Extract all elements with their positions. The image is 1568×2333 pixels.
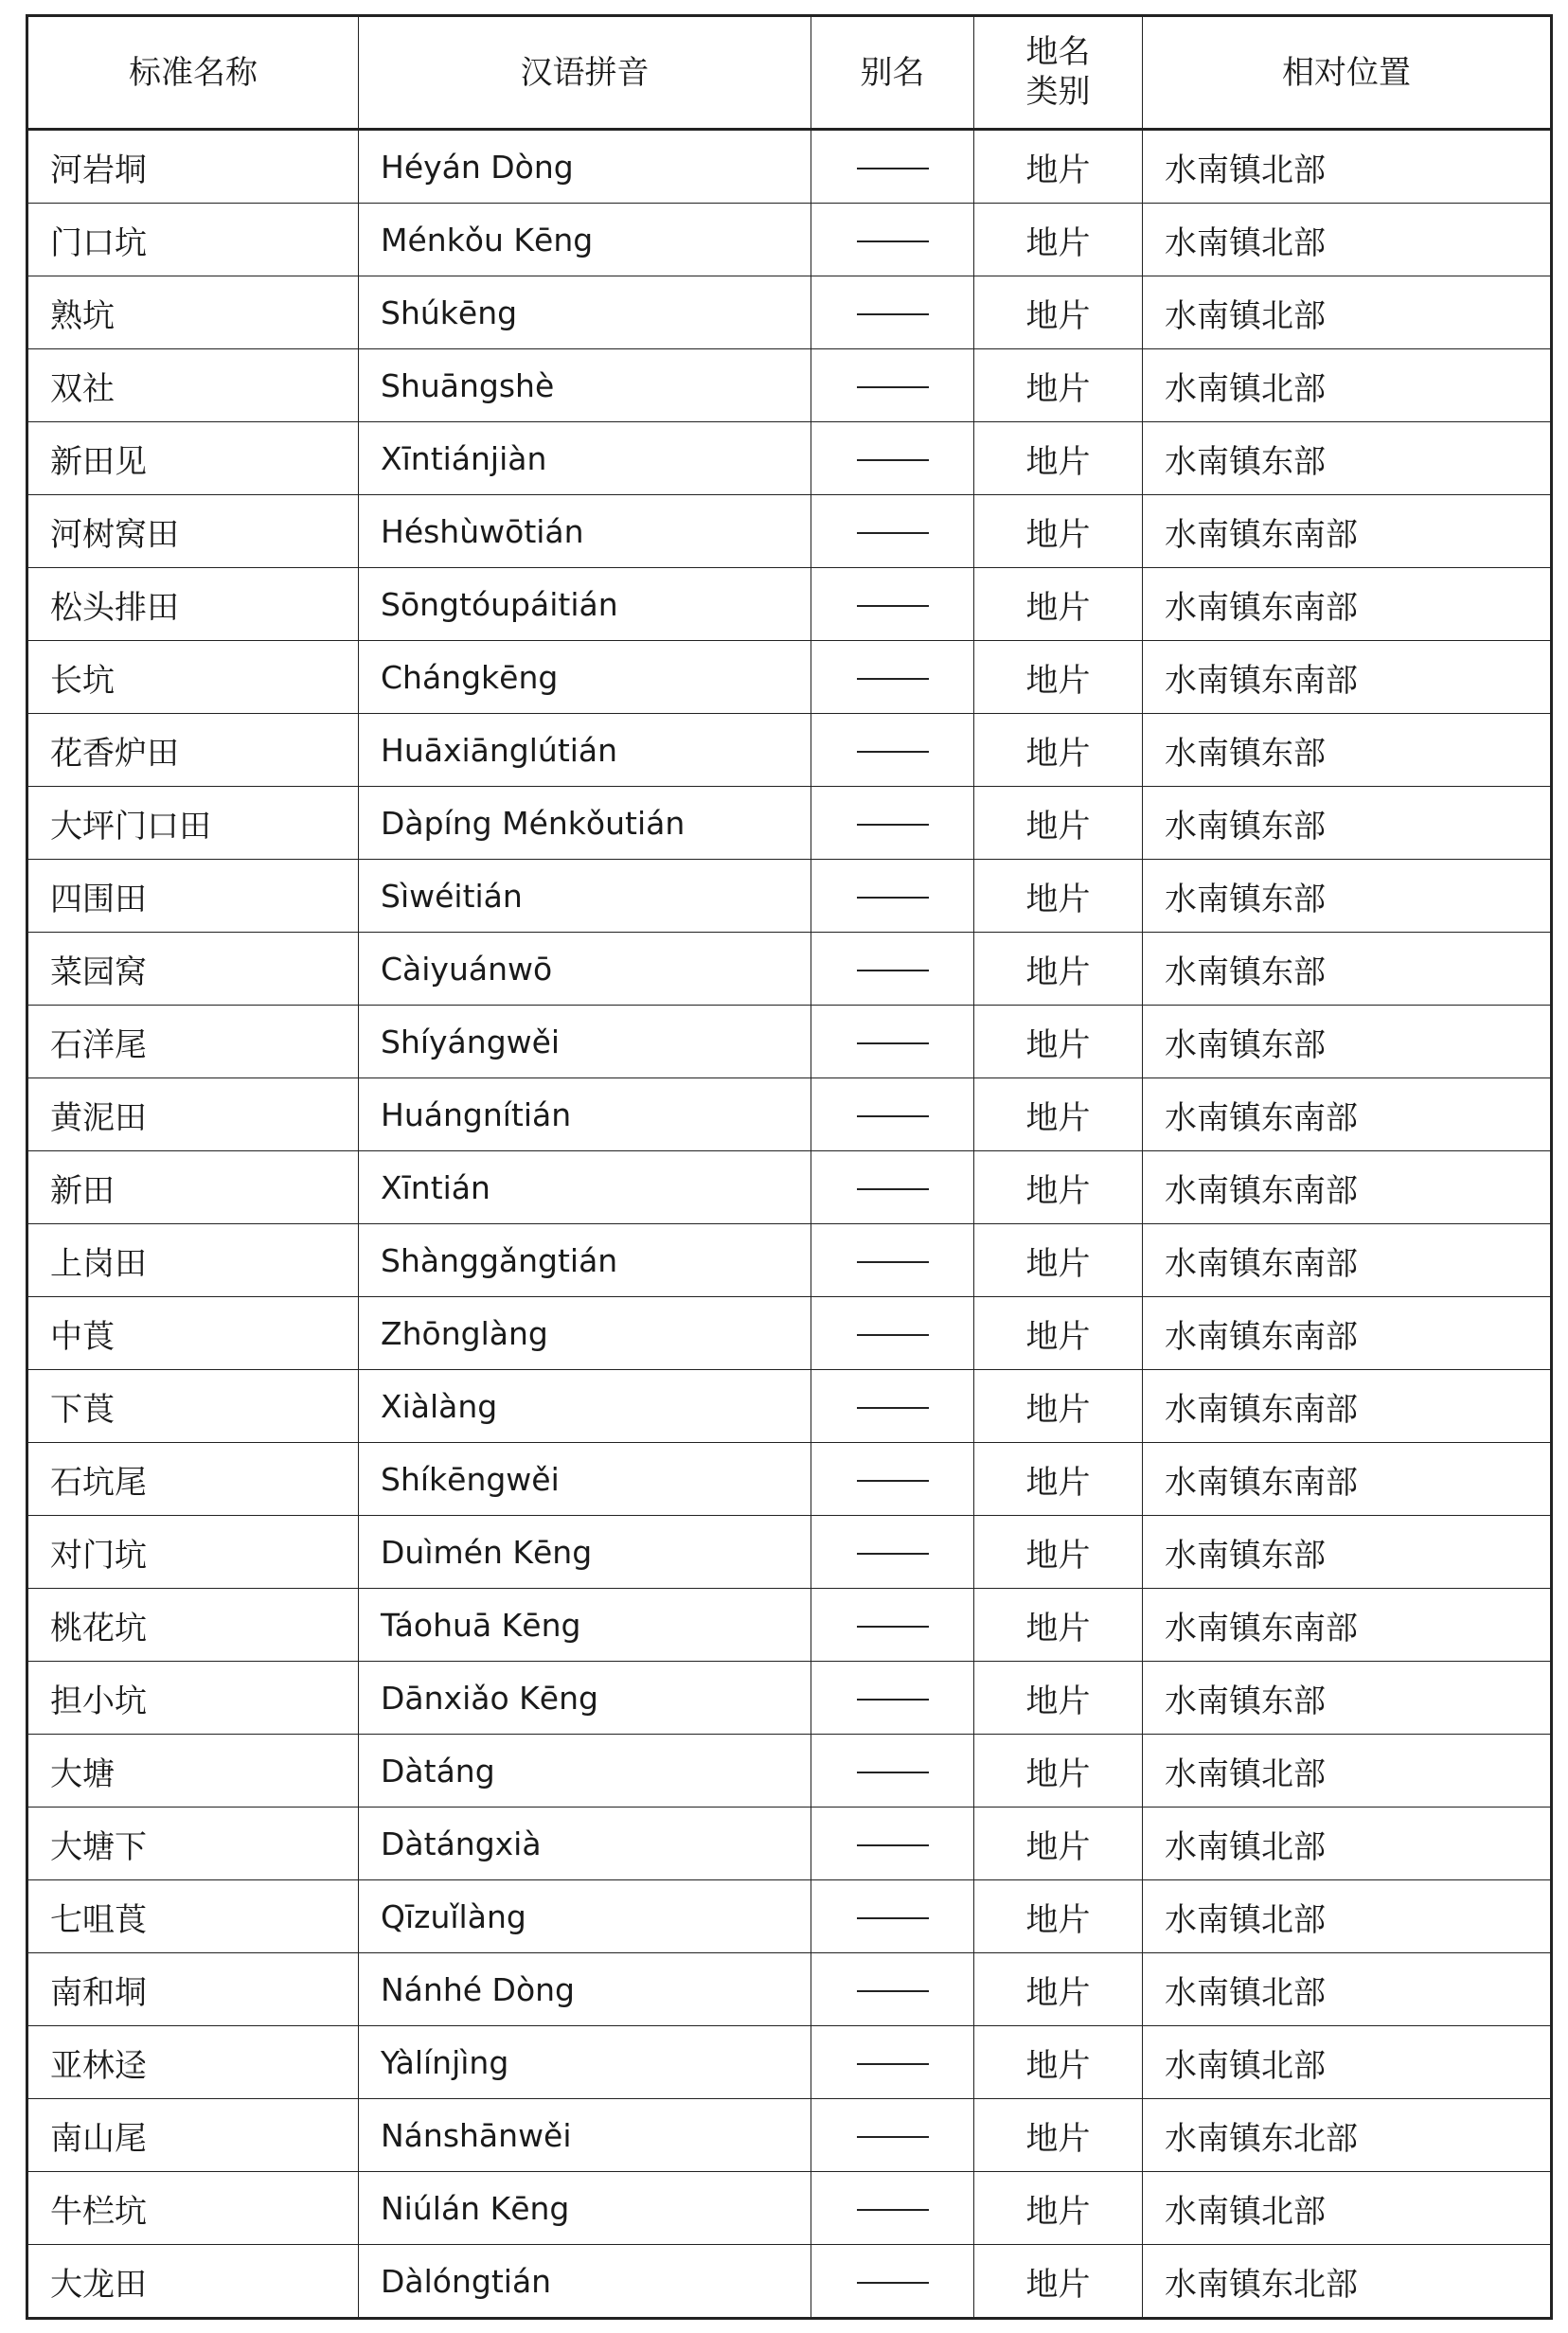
cell-relative-position: 水南镇北部 <box>1143 2026 1552 2099</box>
cell-place-type: 地片 <box>974 1808 1143 1880</box>
cell-relative-position: 水南镇东部 <box>1143 422 1552 495</box>
cell-pinyin: Xiàlàng <box>359 1370 811 1443</box>
table-row <box>27 276 1552 349</box>
cell-place-type: 地片 <box>974 1589 1143 1662</box>
cell-pinyin: Dàlóngtián <box>359 2245 811 2319</box>
table-row <box>27 1151 1552 1224</box>
header-alias: 别名 <box>811 16 974 130</box>
table-row <box>27 349 1552 422</box>
cell-alias <box>811 1151 974 1224</box>
cell-relative-position: 水南镇北部 <box>1143 1880 1552 1953</box>
cell-standard-name: 新田见 <box>27 422 359 495</box>
cell-relative-position: 水南镇东北部 <box>1143 2245 1552 2319</box>
cell-pinyin: Sìwéitián <box>359 860 811 933</box>
cell-standard-name: 双社 <box>27 349 359 422</box>
cell-alias <box>811 1006 974 1078</box>
table-row <box>27 1880 1552 1953</box>
cell-pinyin: Dàtángxià <box>359 1808 811 1880</box>
table-row <box>27 1953 1552 2026</box>
alias-empty-dash <box>857 1844 929 1846</box>
cell-pinyin: Yàlínjìng <box>359 2026 811 2099</box>
cell-standard-name: 河树窝田 <box>27 495 359 568</box>
cell-place-type: 地片 <box>974 933 1143 1006</box>
alias-empty-dash <box>857 2136 929 2138</box>
header-place-type-line2: 类别 <box>1025 73 1091 111</box>
cell-standard-name: 七咀莨 <box>27 1880 359 1953</box>
alias-empty-dash <box>857 1553 929 1555</box>
cell-standard-name: 大龙田 <box>27 2245 359 2319</box>
table-row <box>27 495 1552 568</box>
table-row <box>27 2026 1552 2099</box>
alias-empty-dash <box>857 1990 929 1992</box>
cell-standard-name: 新田 <box>27 1151 359 1224</box>
table-row <box>27 1589 1552 1662</box>
cell-relative-position: 水南镇东南部 <box>1143 641 1552 714</box>
alias-empty-dash <box>857 1115 929 1117</box>
cell-pinyin: Càiyuánwō <box>359 933 811 1006</box>
alias-empty-dash <box>857 1334 929 1336</box>
header-pinyin: 汉语拼音 <box>359 16 811 130</box>
cell-place-type: 地片 <box>974 2099 1143 2172</box>
cell-relative-position: 水南镇东南部 <box>1143 1589 1552 1662</box>
cell-relative-position: 水南镇北部 <box>1143 130 1552 204</box>
header-relative-position: 相对位置 <box>1143 16 1552 130</box>
cell-standard-name: 大坪门口田 <box>27 787 359 860</box>
cell-standard-name: 黄泥田 <box>27 1078 359 1151</box>
cell-alias <box>811 1078 974 1151</box>
cell-alias <box>811 1662 974 1735</box>
cell-place-type: 地片 <box>974 1224 1143 1297</box>
cell-place-type: 地片 <box>974 860 1143 933</box>
cell-standard-name: 菜园窝 <box>27 933 359 1006</box>
cell-place-type: 地片 <box>974 2172 1143 2245</box>
place-name-table <box>26 14 1553 2320</box>
cell-pinyin: Táohuā Kēng <box>359 1589 811 1662</box>
cell-standard-name: 下莨 <box>27 1370 359 1443</box>
cell-standard-name: 上岗田 <box>27 1224 359 1297</box>
table-row <box>27 2172 1552 2245</box>
cell-relative-position: 水南镇东南部 <box>1143 568 1552 641</box>
cell-place-type: 地片 <box>974 1078 1143 1151</box>
cell-alias <box>811 714 974 787</box>
cell-pinyin: Héyán Dòng <box>359 130 811 204</box>
alias-empty-dash <box>857 2282 929 2284</box>
cell-relative-position: 水南镇东部 <box>1143 1516 1552 1589</box>
cell-alias <box>811 1808 974 1880</box>
cell-place-type: 地片 <box>974 495 1143 568</box>
cell-pinyin: Ménkǒu Kēng <box>359 204 811 276</box>
cell-alias <box>811 2172 974 2245</box>
cell-pinyin: Huángnítián <box>359 1078 811 1151</box>
header-place-type-line1: 地名 <box>1025 33 1091 71</box>
cell-relative-position: 水南镇北部 <box>1143 1953 1552 2026</box>
alias-empty-dash <box>857 751 929 753</box>
cell-relative-position: 水南镇东部 <box>1143 1006 1552 1078</box>
cell-place-type: 地片 <box>974 1151 1143 1224</box>
cell-alias <box>811 422 974 495</box>
cell-pinyin: Shíyángwěi <box>359 1006 811 1078</box>
cell-relative-position: 水南镇东南部 <box>1143 1078 1552 1151</box>
cell-relative-position: 水南镇北部 <box>1143 2172 1552 2245</box>
cell-relative-position: 水南镇东部 <box>1143 787 1552 860</box>
cell-place-type: 地片 <box>974 1297 1143 1370</box>
cell-relative-position: 水南镇东部 <box>1143 714 1552 787</box>
cell-standard-name: 石坑尾 <box>27 1443 359 1516</box>
cell-place-type: 地片 <box>974 568 1143 641</box>
cell-standard-name: 担小坑 <box>27 1662 359 1735</box>
cell-place-type: 地片 <box>974 1662 1143 1735</box>
cell-relative-position: 水南镇东南部 <box>1143 495 1552 568</box>
cell-relative-position: 水南镇北部 <box>1143 276 1552 349</box>
table-row <box>27 1735 1552 1808</box>
cell-relative-position: 水南镇东部 <box>1143 1662 1552 1735</box>
cell-alias <box>811 130 974 204</box>
header-place-type-text <box>1026 32 1091 112</box>
header-place-type <box>974 16 1143 130</box>
cell-relative-position: 水南镇东北部 <box>1143 2099 1552 2172</box>
alias-empty-dash <box>857 459 929 461</box>
cell-alias <box>811 2099 974 2172</box>
cell-alias <box>811 349 974 422</box>
alias-empty-dash <box>857 824 929 826</box>
cell-standard-name: 桃花坑 <box>27 1589 359 1662</box>
cell-alias <box>811 1443 974 1516</box>
cell-pinyin: Shuāngshè <box>359 349 811 422</box>
table-row <box>27 422 1552 495</box>
alias-empty-dash <box>857 2063 929 2065</box>
cell-standard-name: 河岩垌 <box>27 130 359 204</box>
cell-place-type: 地片 <box>974 130 1143 204</box>
cell-alias <box>811 1297 974 1370</box>
cell-alias <box>811 1370 974 1443</box>
table-row <box>27 714 1552 787</box>
alias-empty-dash <box>857 168 929 169</box>
cell-pinyin: Dàtáng <box>359 1735 811 1808</box>
cell-pinyin: Shúkēng <box>359 276 811 349</box>
cell-place-type: 地片 <box>974 1953 1143 2026</box>
table-row <box>27 2099 1552 2172</box>
cell-relative-position: 水南镇北部 <box>1143 349 1552 422</box>
cell-place-type: 地片 <box>974 714 1143 787</box>
cell-place-type: 地片 <box>974 349 1143 422</box>
table-row <box>27 787 1552 860</box>
cell-pinyin: Xīntián <box>359 1151 811 1224</box>
table-row <box>27 204 1552 276</box>
cell-standard-name: 石洋尾 <box>27 1006 359 1078</box>
cell-alias <box>811 1880 974 1953</box>
cell-pinyin: Sōngtóupáitián <box>359 568 811 641</box>
alias-empty-dash <box>857 1626 929 1628</box>
cell-place-type: 地片 <box>974 1443 1143 1516</box>
cell-standard-name: 门口坑 <box>27 204 359 276</box>
cell-pinyin: Dānxiǎo Kēng <box>359 1662 811 1735</box>
table-row <box>27 1808 1552 1880</box>
table-row <box>27 933 1552 1006</box>
cell-alias <box>811 276 974 349</box>
cell-standard-name: 四围田 <box>27 860 359 933</box>
cell-standard-name: 花香炉田 <box>27 714 359 787</box>
alias-empty-dash <box>857 1917 929 1919</box>
alias-empty-dash <box>857 1261 929 1263</box>
header-standard-name: 标准名称 <box>27 16 359 130</box>
table-row <box>27 568 1552 641</box>
cell-pinyin: Xīntiánjiàn <box>359 422 811 495</box>
cell-pinyin: Zhōnglàng <box>359 1297 811 1370</box>
table-row <box>27 1297 1552 1370</box>
alias-empty-dash <box>857 678 929 680</box>
cell-place-type: 地片 <box>974 276 1143 349</box>
alias-empty-dash <box>857 2209 929 2211</box>
cell-relative-position: 水南镇东南部 <box>1143 1224 1552 1297</box>
cell-alias <box>811 1516 974 1589</box>
cell-alias <box>811 1735 974 1808</box>
cell-relative-position: 水南镇东南部 <box>1143 1151 1552 1224</box>
cell-place-type: 地片 <box>974 1735 1143 1808</box>
alias-empty-dash <box>857 1772 929 1773</box>
cell-place-type: 地片 <box>974 1880 1143 1953</box>
cell-alias <box>811 1589 974 1662</box>
alias-empty-dash <box>857 1480 929 1482</box>
table-row <box>27 1370 1552 1443</box>
cell-relative-position: 水南镇东南部 <box>1143 1297 1552 1370</box>
table-body <box>27 130 1552 2319</box>
cell-relative-position: 水南镇东部 <box>1143 933 1552 1006</box>
cell-relative-position: 水南镇北部 <box>1143 1735 1552 1808</box>
table-row <box>27 1443 1552 1516</box>
cell-place-type: 地片 <box>974 641 1143 714</box>
table-row <box>27 1662 1552 1735</box>
cell-alias <box>811 2026 974 2099</box>
table-row <box>27 1224 1552 1297</box>
cell-standard-name: 大塘 <box>27 1735 359 1808</box>
cell-place-type: 地片 <box>974 787 1143 860</box>
cell-relative-position: 水南镇东南部 <box>1143 1370 1552 1443</box>
alias-empty-dash <box>857 605 929 607</box>
cell-alias <box>811 1953 974 2026</box>
cell-relative-position: 水南镇东部 <box>1143 860 1552 933</box>
cell-standard-name: 牛栏坑 <box>27 2172 359 2245</box>
alias-empty-dash <box>857 532 929 534</box>
cell-standard-name: 南和垌 <box>27 1953 359 2026</box>
cell-standard-name: 松头排田 <box>27 568 359 641</box>
cell-alias <box>811 1224 974 1297</box>
cell-alias <box>811 495 974 568</box>
cell-pinyin: Duìmén Kēng <box>359 1516 811 1589</box>
cell-place-type: 地片 <box>974 422 1143 495</box>
alias-empty-dash <box>857 1042 929 1044</box>
cell-standard-name: 亚林迳 <box>27 2026 359 2099</box>
table-header-row <box>27 16 1552 130</box>
cell-pinyin: Shíkēngwěi <box>359 1443 811 1516</box>
cell-standard-name: 熟坑 <box>27 276 359 349</box>
table-row <box>27 2245 1552 2319</box>
cell-relative-position: 水南镇北部 <box>1143 204 1552 276</box>
cell-standard-name: 中莨 <box>27 1297 359 1370</box>
cell-relative-position: 水南镇东南部 <box>1143 1443 1552 1516</box>
alias-empty-dash <box>857 313 929 315</box>
cell-place-type: 地片 <box>974 1516 1143 1589</box>
alias-empty-dash <box>857 897 929 899</box>
alias-empty-dash <box>857 1188 929 1190</box>
alias-empty-dash <box>857 1407 929 1409</box>
cell-place-type: 地片 <box>974 2026 1143 2099</box>
cell-pinyin: Shànggǎngtián <box>359 1224 811 1297</box>
cell-standard-name: 南山尾 <box>27 2099 359 2172</box>
alias-empty-dash <box>857 1699 929 1701</box>
cell-place-type: 地片 <box>974 2245 1143 2319</box>
cell-pinyin: Héshùwōtián <box>359 495 811 568</box>
cell-pinyin: Qīzuǐlàng <box>359 1880 811 1953</box>
cell-alias <box>811 2245 974 2319</box>
cell-standard-name: 大塘下 <box>27 1808 359 1880</box>
table-row <box>27 1078 1552 1151</box>
alias-empty-dash <box>857 240 929 242</box>
cell-relative-position: 水南镇北部 <box>1143 1808 1552 1880</box>
cell-alias <box>811 568 974 641</box>
cell-standard-name: 长坑 <box>27 641 359 714</box>
table-row <box>27 641 1552 714</box>
table-row <box>27 130 1552 204</box>
cell-standard-name: 对门坑 <box>27 1516 359 1589</box>
alias-empty-dash <box>857 970 929 971</box>
cell-alias <box>811 933 974 1006</box>
cell-pinyin: Nánshānwěi <box>359 2099 811 2172</box>
table-row <box>27 1516 1552 1589</box>
cell-alias <box>811 787 974 860</box>
cell-alias <box>811 860 974 933</box>
cell-pinyin: Huāxiānglútián <box>359 714 811 787</box>
cell-alias <box>811 641 974 714</box>
cell-pinyin: Niúlán Kēng <box>359 2172 811 2245</box>
cell-alias <box>811 204 974 276</box>
cell-pinyin: Nánhé Dòng <box>359 1953 811 2026</box>
cell-pinyin: Dàpíng Ménkǒutián <box>359 787 811 860</box>
table-row <box>27 1006 1552 1078</box>
cell-place-type: 地片 <box>974 204 1143 276</box>
table-row <box>27 860 1552 933</box>
alias-empty-dash <box>857 386 929 388</box>
place-name-table-wrapper <box>26 14 1550 2320</box>
cell-pinyin: Chángkēng <box>359 641 811 714</box>
cell-place-type: 地片 <box>974 1006 1143 1078</box>
cell-place-type: 地片 <box>974 1370 1143 1443</box>
